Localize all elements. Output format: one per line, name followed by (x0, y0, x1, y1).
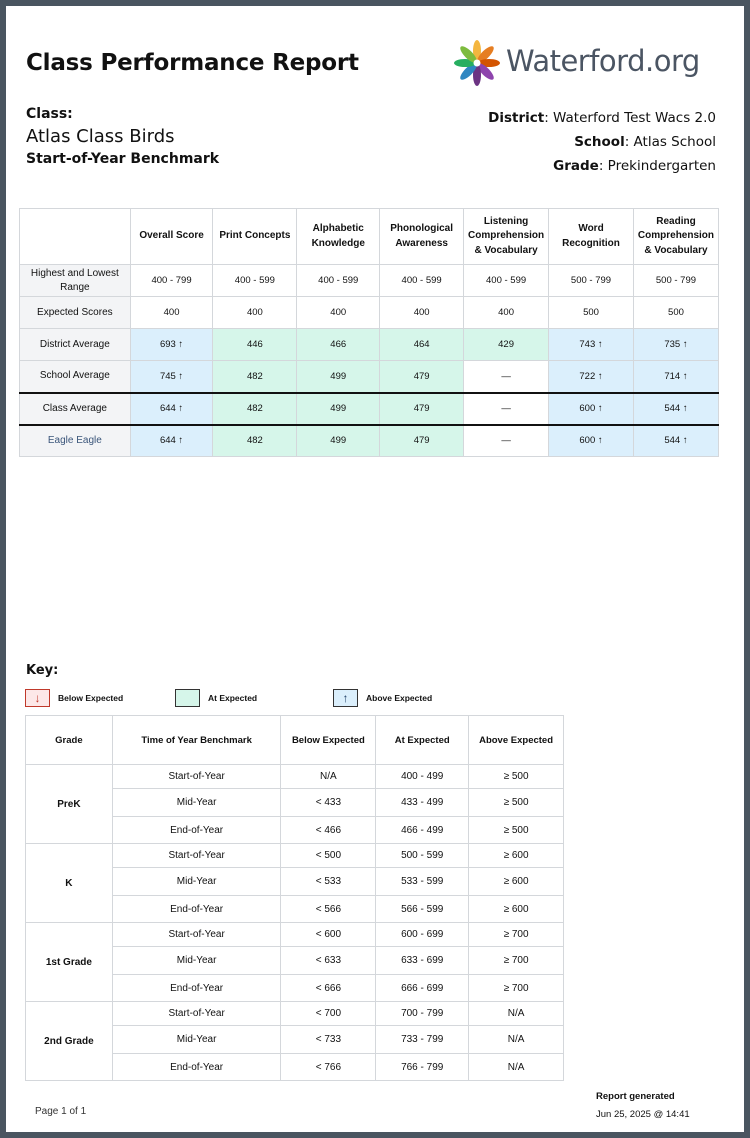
key-cell: Start-of-Year (112, 923, 281, 947)
score-cell: 400 - 599 (213, 265, 297, 297)
table-row (26, 844, 564, 868)
key-cell: < 633 (281, 947, 376, 975)
performance-table (19, 208, 719, 457)
score-cell: — (464, 425, 549, 457)
score-cell: 400 (464, 297, 549, 329)
key-cell: < 666 (281, 975, 376, 1002)
key-cell: ≥ 500 (469, 789, 564, 817)
key-cell: End-of-Year (112, 1054, 281, 1081)
district-line (488, 106, 716, 130)
key-cell: N/A (469, 1054, 564, 1081)
row-label: School Average (20, 361, 131, 393)
score-cell: 400 (213, 297, 297, 329)
score-cell: 735 ↑ (633, 329, 718, 361)
grade-cell: 2nd Grade (26, 1002, 113, 1081)
score-cell: 482 (213, 361, 297, 393)
district-label: District (488, 110, 545, 126)
key-cell: 733 - 799 (376, 1026, 469, 1054)
key-cell: Mid-Year (112, 789, 281, 817)
key-cell: 400 - 499 (376, 765, 469, 789)
header-cell: At Expected (376, 716, 469, 765)
score-cell: 544 ↑ (633, 393, 718, 425)
key-cell: < 433 (281, 789, 376, 817)
key-cell: Start-of-Year (112, 765, 281, 789)
grade-value: : Prekindergarten (598, 158, 716, 174)
score-cell: 500 - 799 (549, 265, 634, 297)
table-row (26, 1002, 564, 1026)
score-cell: 479 (380, 425, 464, 457)
up-arrow-icon: ↑ (333, 689, 358, 707)
score-cell: 400 - 599 (464, 265, 549, 297)
school-value: : Atlas School (624, 134, 716, 150)
grade-cell: 1st Grade (26, 923, 113, 1002)
score-cell: 446 (213, 329, 297, 361)
score-cell: 499 (297, 361, 380, 393)
score-cell: 499 (297, 425, 380, 457)
key-cell: ≥ 700 (469, 975, 564, 1002)
header-cell: Word Recognition (549, 209, 634, 265)
class-info (26, 106, 219, 167)
district-average-row (20, 329, 719, 361)
class-average-row (20, 393, 719, 425)
key-title: Key: (26, 663, 59, 678)
student-row[interactable] (20, 425, 719, 457)
key-cell: 666 - 699 (376, 975, 469, 1002)
key-cell: < 566 (281, 896, 376, 923)
key-cell: Mid-Year (112, 947, 281, 975)
class-label: Class: (26, 106, 73, 122)
benchmark-label: Start-of-Year Benchmark (26, 151, 220, 167)
score-cell: 400 (380, 297, 464, 329)
row-label: Class Average (20, 393, 131, 425)
table-row (26, 923, 564, 947)
generated-label: Report generated (596, 1091, 675, 1102)
key-cell: ≥ 500 (469, 765, 564, 789)
key-cell: 566 - 599 (376, 896, 469, 923)
header-cell: Grade (26, 716, 113, 765)
key-cell: < 533 (281, 868, 376, 896)
key-cell: N/A (281, 765, 376, 789)
waterford-logo (452, 38, 722, 88)
key-cell: 600 - 699 (376, 923, 469, 947)
score-cell: 600 ↑ (549, 425, 634, 457)
key-cell: ≥ 500 (469, 817, 564, 844)
class-name: Atlas Class Birds (26, 126, 175, 147)
score-cell: 400 - 599 (297, 265, 380, 297)
score-cell: 400 - 799 (130, 265, 213, 297)
at-expected-swatch (175, 689, 200, 707)
key-cell: 433 - 499 (376, 789, 469, 817)
score-cell: 466 (297, 329, 380, 361)
student-name-link[interactable]: Eagle Eagle (20, 425, 131, 457)
header-cell (20, 209, 131, 265)
legend-at (175, 689, 257, 707)
key-cell: N/A (469, 1002, 564, 1026)
key-cell: 466 - 499 (376, 817, 469, 844)
score-cell: 400 (297, 297, 380, 329)
key-cell: N/A (469, 1026, 564, 1054)
header-cell: Above Expected (469, 716, 564, 765)
score-cell: 500 (549, 297, 634, 329)
school-line (488, 130, 716, 154)
report-generated (596, 1088, 690, 1124)
key-cell: Mid-Year (112, 1026, 281, 1054)
score-cell: 400 (130, 297, 213, 329)
key-cell: ≥ 700 (469, 923, 564, 947)
legend-above (333, 689, 432, 707)
key-cell: < 466 (281, 817, 376, 844)
header-cell: Alphabetic Knowledge (297, 209, 380, 265)
score-cell: — (464, 361, 549, 393)
key-cell: Start-of-Year (112, 844, 281, 868)
page-number: Page 1 of 1 (35, 1106, 87, 1117)
header-cell: Overall Score (130, 209, 213, 265)
key-cell: Mid-Year (112, 868, 281, 896)
key-cell: End-of-Year (112, 817, 281, 844)
key-cell: ≥ 600 (469, 868, 564, 896)
score-cell: 482 (213, 393, 297, 425)
score-cell: 644 ↑ (130, 393, 213, 425)
table-row (26, 765, 564, 789)
grade-cell: PreK (26, 765, 113, 844)
score-cell: 429 (464, 329, 549, 361)
key-cell: End-of-Year (112, 975, 281, 1002)
score-cell: 479 (380, 393, 464, 425)
score-cell: — (464, 393, 549, 425)
generated-timestamp: Jun 25, 2025 @ 14:41 (596, 1109, 690, 1120)
key-header-row (26, 716, 564, 765)
down-arrow-icon: ↓ (25, 689, 50, 707)
key-cell: ≥ 600 (469, 896, 564, 923)
key-cell: End-of-Year (112, 896, 281, 923)
legend-below (25, 689, 123, 707)
score-cell: 464 (380, 329, 464, 361)
score-cell: 600 ↑ (549, 393, 634, 425)
header-cell: Below Expected (281, 716, 376, 765)
grade-label: Grade (553, 158, 599, 174)
key-cell: 700 - 799 (376, 1002, 469, 1026)
score-cell: 693 ↑ (130, 329, 213, 361)
score-cell: 544 ↑ (633, 425, 718, 457)
header-cell: Time of Year Benchmark (112, 716, 281, 765)
expected-row (20, 297, 719, 329)
score-cell: 482 (213, 425, 297, 457)
key-cell: 500 - 599 (376, 844, 469, 868)
score-cell: 400 - 599 (380, 265, 464, 297)
district-value: : Waterford Test Wacs 2.0 (544, 110, 716, 126)
grade-line (488, 154, 716, 178)
score-cell: 714 ↑ (633, 361, 718, 393)
page-title: Class Performance Report (26, 50, 359, 76)
score-cell: 500 - 799 (633, 265, 718, 297)
score-cell: 499 (297, 393, 380, 425)
key-cell: < 733 (281, 1026, 376, 1054)
benchmark-key-table (25, 715, 564, 1081)
header-cell: Print Concepts (213, 209, 297, 265)
key-cell: < 500 (281, 844, 376, 868)
score-cell: 722 ↑ (549, 361, 634, 393)
key-cell: < 766 (281, 1054, 376, 1081)
header-cell: Reading Comprehension & Vocabulary (633, 209, 718, 265)
score-cell: 745 ↑ (130, 361, 213, 393)
score-cell: 500 (633, 297, 718, 329)
key-cell: 533 - 599 (376, 868, 469, 896)
key-cell: < 700 (281, 1002, 376, 1026)
school-label: School (574, 134, 625, 150)
performance-header-row (20, 209, 719, 265)
key-cell: 766 - 799 (376, 1054, 469, 1081)
row-label: Expected Scores (20, 297, 131, 329)
header-cell: Listening Comprehension & Vocabulary (464, 209, 549, 265)
score-cell: 644 ↑ (130, 425, 213, 457)
legend-below-label: Below Expected (58, 693, 124, 703)
header-cell: Phonological Awareness (380, 209, 464, 265)
key-cell: 633 - 699 (376, 947, 469, 975)
grade-cell: K (26, 844, 113, 923)
starburst-logo-icon (452, 38, 502, 88)
school-info (488, 106, 716, 178)
score-cell: 743 ↑ (549, 329, 634, 361)
report-page (6, 6, 744, 1132)
legend-at-label: At Expected (208, 693, 258, 703)
school-average-row (20, 361, 719, 393)
key-cell: ≥ 600 (469, 844, 564, 868)
row-label: Highest and Lowest Range (20, 265, 131, 297)
row-label: District Average (20, 329, 131, 361)
score-cell: 479 (380, 361, 464, 393)
logo-text: Waterford.org (506, 44, 700, 78)
legend-above-label: Above Expected (366, 693, 433, 703)
key-cell: ≥ 700 (469, 947, 564, 975)
key-cell: < 600 (281, 923, 376, 947)
key-cell: Start-of-Year (112, 1002, 281, 1026)
range-row (20, 265, 719, 297)
